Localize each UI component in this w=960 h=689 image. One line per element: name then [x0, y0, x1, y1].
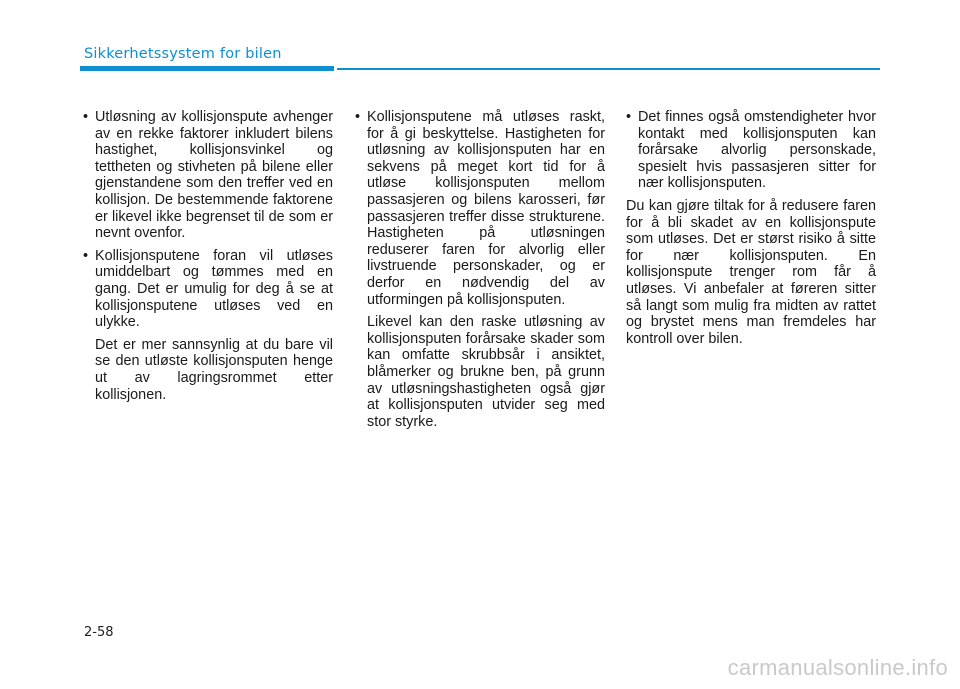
- section-title: Sikkerhetssystem for bilen: [84, 46, 282, 62]
- text-column-2: [355, 109, 605, 436]
- watermark-text: carmanualsonline.info: [727, 655, 948, 680]
- bullet-dot: •: [626, 109, 632, 125]
- paragraph-text: Likevel kan den raske utløsning av kollisjonsputen forårsake skader som kan omfatte skrubbsår i ansiktet, blåmerker og brukne ben, på grunn av utløsningshastigheten også gjør at kollisjonsputen utvider seg med stor styrke.: [367, 314, 605, 430]
- plain-paragraph: [626, 198, 876, 347]
- bullet-paragraph: [626, 109, 876, 192]
- header-rule-thick: [80, 66, 334, 71]
- text-column-1: [83, 109, 333, 409]
- bullet-paragraph: [83, 248, 333, 331]
- bullet-dot: •: [83, 247, 89, 264]
- paragraph-text: Utløsning av kollisjonspute avhenger av en rekke faktorer inkludert bilens hastighet, kollisjonsvinkel og tettheten og stivheten på bilene eller gjenstandene som den treffer ved en kollisjon. De bestemmende faktorene er likevel ikke begrenset til de som er nevnt ovenfor.: [95, 109, 333, 242]
- bullet-paragraph: [355, 109, 605, 308]
- paragraph-text: Det er mer sannsynlig at du bare vil se den utløste kollisjonsputen henge ut av lagringsrommet etter kollisjonen.: [95, 336, 333, 403]
- header-rule-thin: [337, 68, 880, 70]
- paragraph-text: Det finnes også omstendigheter hvor kontakt med kollisjonsputen kan forårsake alvorlig personskade, spesielt hvis passasjeren sitter for nær kollisjonsputen.: [638, 109, 876, 192]
- bullet-paragraph: [83, 109, 333, 242]
- paragraph-text: Du kan gjøre tiltak for å redusere faren for å bli skadet av en kollisjonspute som utløses. Det er størst risiko å sitte for nær kollisjonsputen. En kollisjonspute trenger rom får å utløses. Vi anbefaler at føreren sitter så langt som mulig fra midten av rattet og brystet mens man fremdeles har kontroll over bilen.: [626, 197, 876, 347]
- text-column-3: [626, 109, 876, 353]
- paragraph-text: Kollisjonsputene foran vil utløses umiddelbart og tømmes med en gang. Det er umulig for deg å se at kollisjonsputene utløses ved en ulykke.: [95, 247, 333, 331]
- page-number: 2-58: [84, 625, 114, 640]
- paragraph-text: Kollisjonsputene må utløses raskt, for å gi beskyttelse. Hastigheten for utløsning av kollisjonsputen har en sekvens på meget kort tid for å utløse kollisjonsputen mellom passasjeren og bilens karosseri, før passasjeren treffer disse strukturene. Hastigheten på utløsningen reduserer faren for alvorlig eller livstruende personskader, og er derfor en nødvendig del av utformingen på kollisjonsputen.: [367, 109, 605, 308]
- bullet-dot: •: [83, 109, 89, 125]
- bullet-dot: •: [355, 109, 361, 125]
- indented-paragraph: [355, 314, 605, 430]
- indented-paragraph: [83, 337, 333, 403]
